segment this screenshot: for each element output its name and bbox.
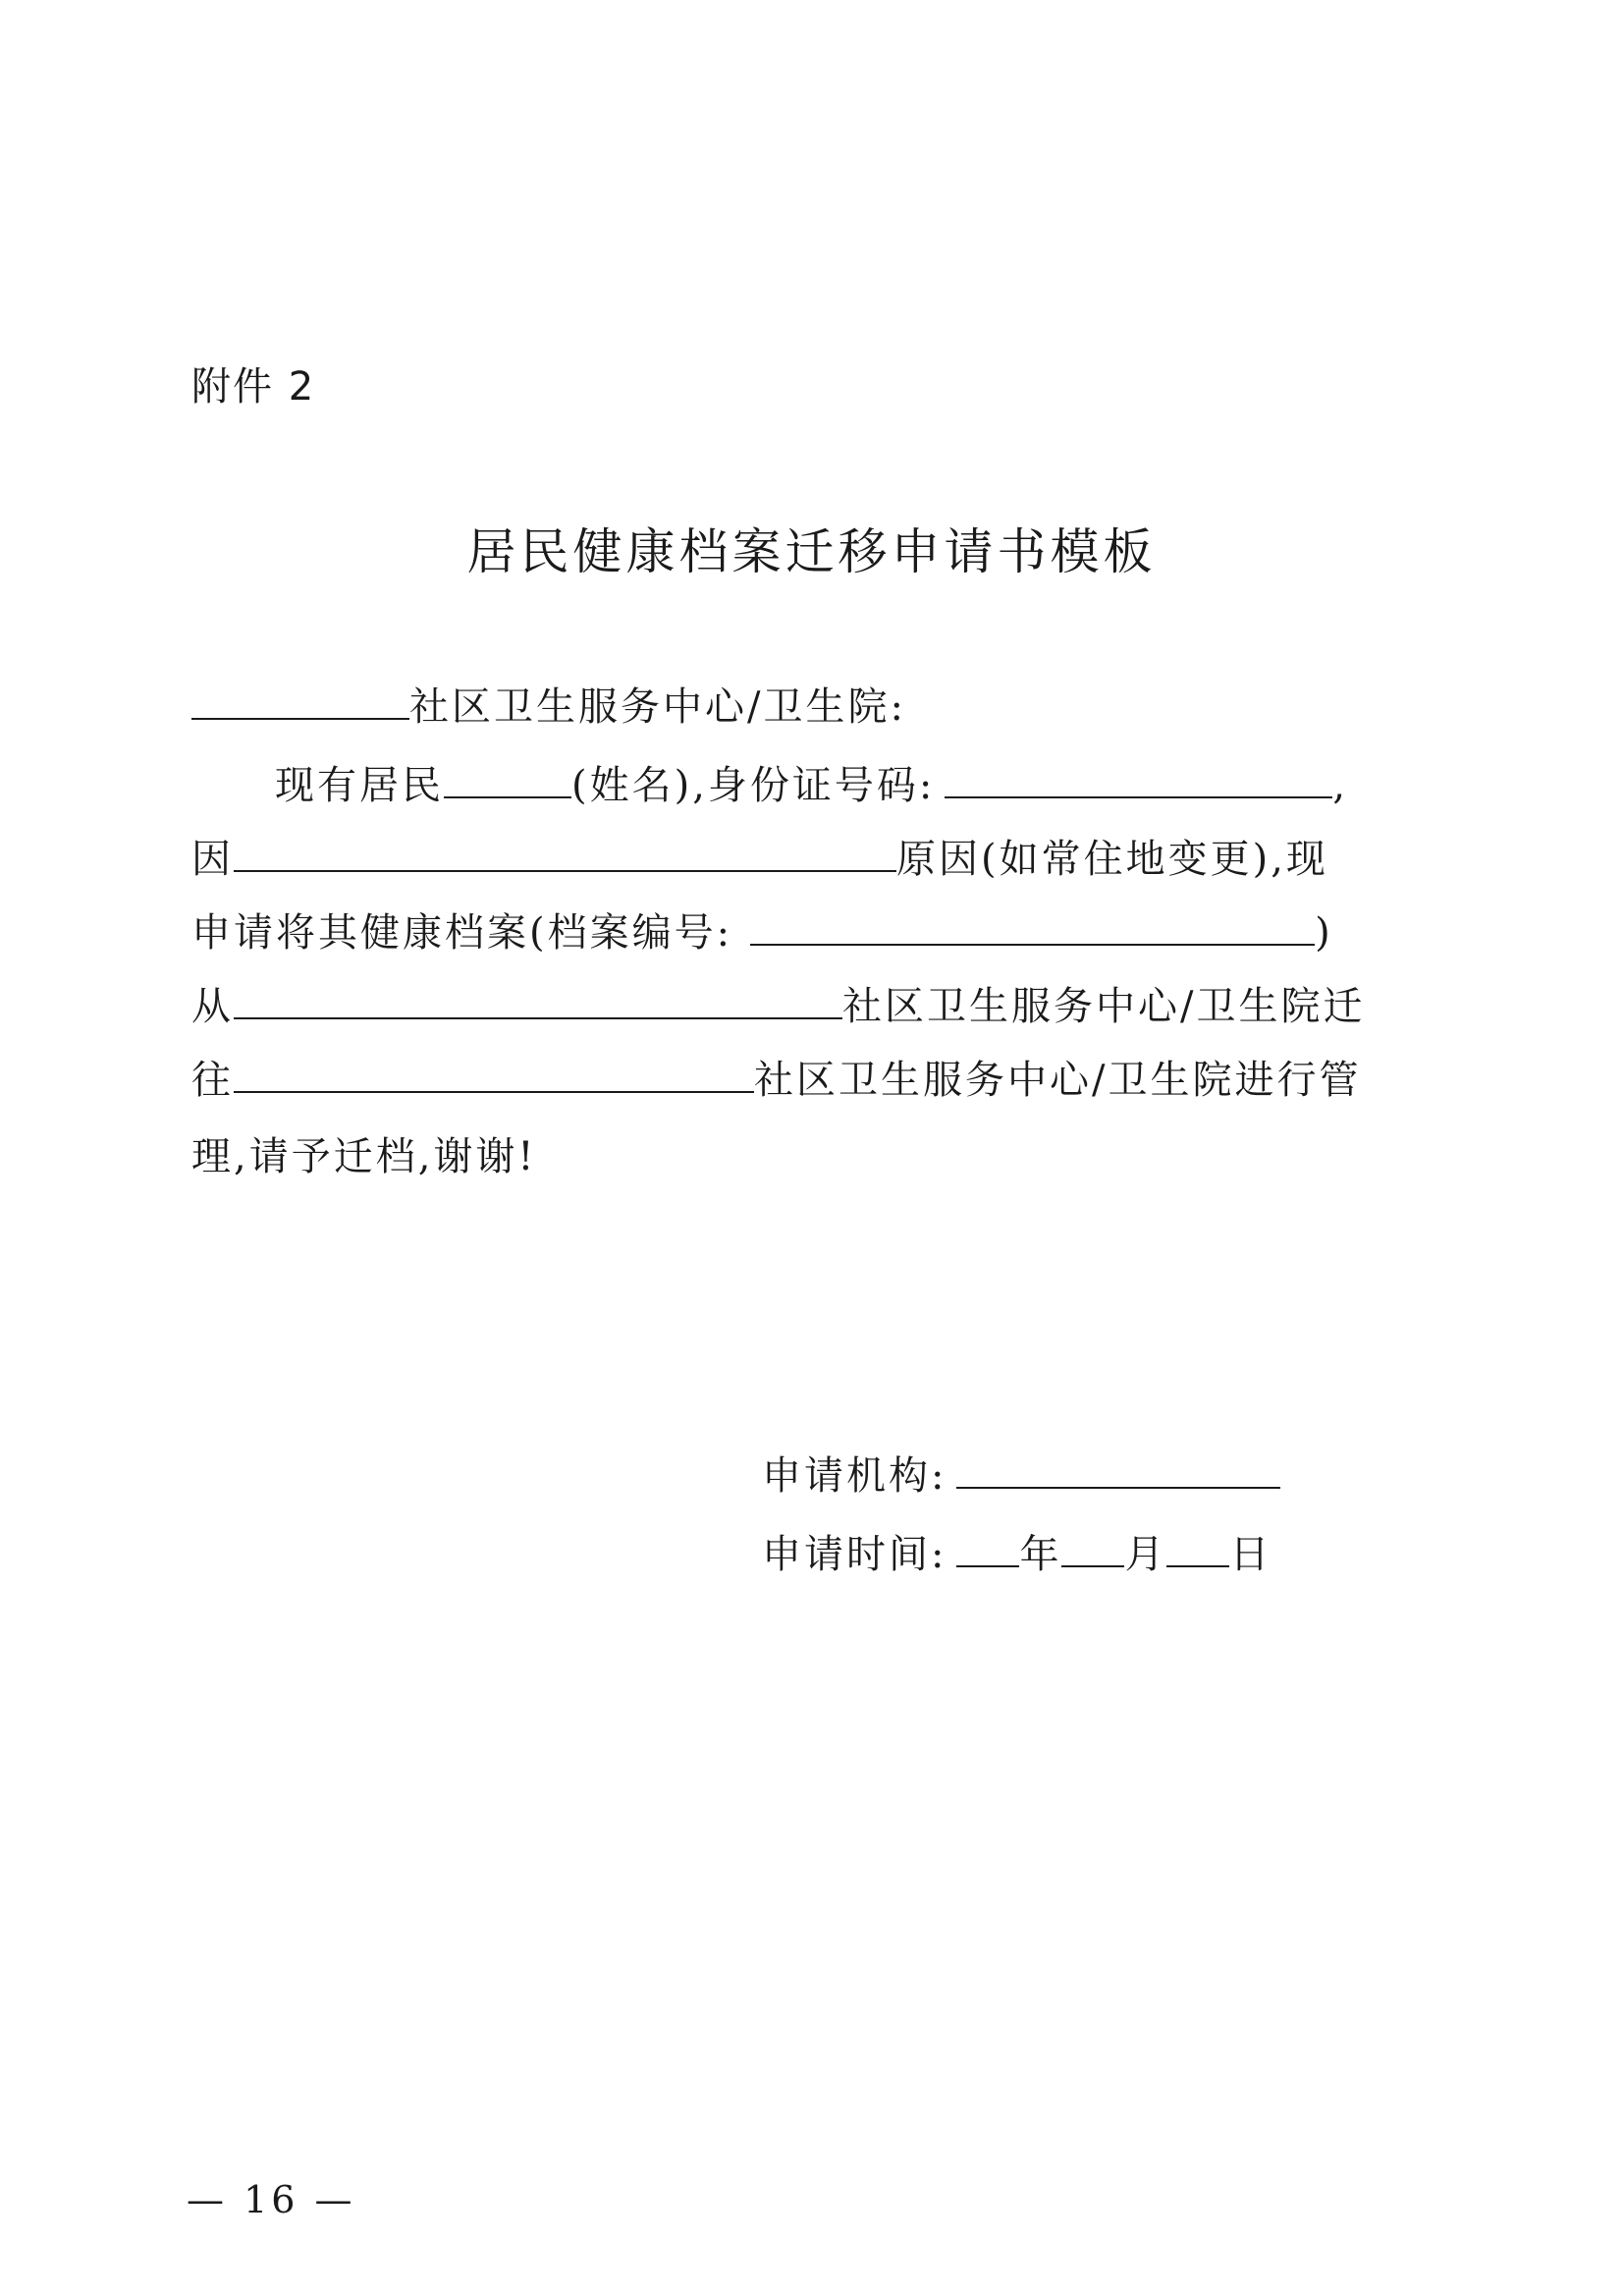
body-line-1 [275, 756, 1348, 815]
body-text: 原因(如常住地变更),现 [896, 837, 1328, 882]
body-text: 往 [191, 1058, 234, 1103]
id-number-blank[interactable] [945, 757, 1332, 798]
salutation-line [191, 678, 906, 737]
application-time-label: 申请时间: [762, 1532, 947, 1577]
attachment-label: 附件 2 [191, 364, 316, 410]
body-line-4 [191, 977, 1365, 1036]
record-number-blank[interactable] [750, 904, 1315, 946]
body-text: 社区卫生服务中心/卫生院进行管 [754, 1058, 1362, 1103]
body-text: (姓名),身份证号码: [571, 763, 936, 808]
name-blank[interactable] [444, 757, 571, 798]
body-line-5 [191, 1051, 1361, 1110]
applicant-org-label: 申请机构: [762, 1453, 947, 1499]
reason-blank[interactable] [234, 831, 896, 872]
body-text: , [1332, 763, 1349, 808]
to-institution-blank[interactable] [234, 1052, 754, 1093]
body-text: 现有居民 [275, 763, 444, 808]
day-blank[interactable] [1166, 1526, 1229, 1567]
body-text: 从 [191, 984, 234, 1029]
body-line-3 [191, 903, 1333, 962]
applicant-org-line [762, 1447, 1280, 1505]
body-text: ) [1315, 910, 1333, 956]
year-blank[interactable] [956, 1526, 1019, 1567]
institution-blank[interactable] [191, 679, 409, 720]
body-line-6: 理,请予迁档,谢谢! [191, 1134, 537, 1179]
salutation-suffix: 社区卫生服务中心/卫生院: [409, 684, 906, 730]
day-label: 日 [1229, 1532, 1272, 1577]
body-line-2 [191, 830, 1328, 889]
year-label: 年 [1019, 1532, 1062, 1577]
page-number: — 16 — [187, 2178, 356, 2221]
month-blank[interactable] [1061, 1526, 1124, 1567]
document-title: 居民健康档案迁移申请书模板 [466, 523, 1157, 580]
from-institution-blank[interactable] [234, 978, 842, 1019]
month-label: 月 [1124, 1532, 1167, 1577]
application-date-line [762, 1525, 1271, 1584]
body-text: 因 [191, 837, 234, 882]
applicant-org-blank[interactable] [956, 1448, 1280, 1489]
body-text: 社区卫生服务中心/卫生院迁 [842, 984, 1366, 1029]
body-text: 申请将其健康档案(档案编号: [191, 910, 733, 956]
